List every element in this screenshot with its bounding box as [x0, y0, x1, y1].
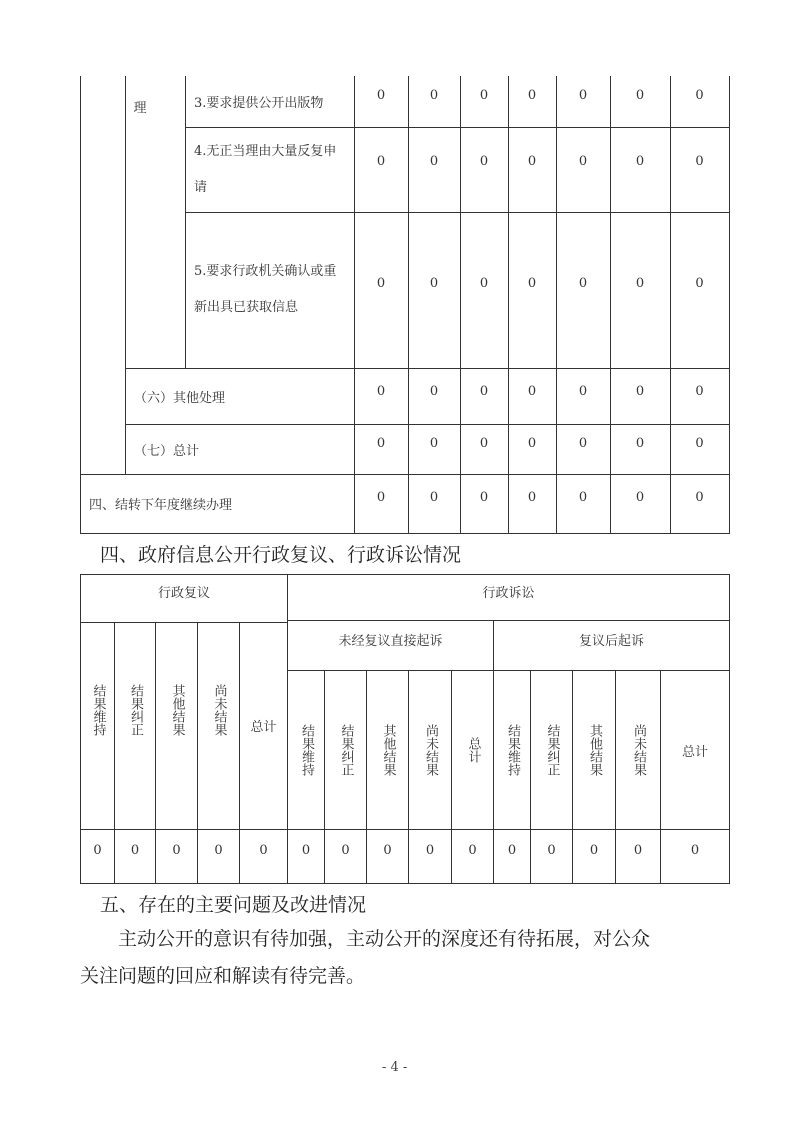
- table-cell: 0: [527, 275, 537, 291]
- table-cell: 0: [527, 435, 537, 451]
- row-label-total: （七）总计: [134, 443, 200, 459]
- table-cell: 0: [383, 842, 392, 858]
- section-4-heading: 四、政府信息公开行政复议、行政诉讼情况: [100, 544, 462, 566]
- header-result-corrected: 结果纠正: [544, 724, 560, 776]
- table-cell: 0: [635, 153, 645, 169]
- section-5-heading: 五、存在的主要问题及改进情况: [100, 894, 367, 916]
- table-cell: 0: [635, 275, 645, 291]
- table-cell: 0: [376, 383, 386, 399]
- table-cell: 0: [376, 87, 386, 103]
- table-cell: 0: [527, 87, 537, 103]
- section-5-paragraph-line-1: 主动公开的意识有待加强，主动公开的深度还有待拓展，对公众: [118, 928, 651, 950]
- table-cell: 0: [214, 842, 223, 858]
- table-cell: 0: [479, 489, 489, 505]
- table-cell: 0: [527, 383, 537, 399]
- table-cell: 0: [429, 383, 439, 399]
- table-cell: 0: [172, 842, 181, 858]
- table-cell: 0: [695, 435, 704, 451]
- header-result-maintained: 结果维持: [90, 684, 106, 736]
- table-cell: 0: [578, 153, 588, 169]
- table-cell: 0: [578, 87, 588, 103]
- header-result-maintained: 结果维持: [505, 724, 520, 776]
- header-admin-review: 行政复议: [157, 585, 210, 601]
- table-cell: 0: [633, 842, 643, 858]
- table-cell: 0: [507, 842, 517, 858]
- table-cell: 0: [479, 435, 489, 451]
- table-cell: 0: [635, 489, 645, 505]
- table-cell: 0: [695, 275, 704, 291]
- table-cell: 0: [578, 383, 588, 399]
- table-cell: 0: [93, 842, 102, 858]
- header-other-result: 其他结果: [587, 724, 602, 776]
- header-not-concluded: 尚未结果: [423, 724, 438, 776]
- table-cell: 0: [479, 275, 489, 291]
- row-label-carry-over: 四、结转下年度继续办理: [89, 498, 233, 513]
- header-result-corrected: 结果纠正: [338, 724, 354, 776]
- header-direct-total: 总计: [465, 737, 481, 763]
- table-cell: 0: [425, 842, 435, 858]
- table-cell: 0: [547, 842, 556, 858]
- row-label-repeated-requests: 4.无正当理由大量反复申 请: [194, 143, 337, 195]
- header-result-maintained: 结果维持: [299, 724, 314, 776]
- header-direct-litigation: 未经复议直接起诉: [338, 633, 443, 649]
- table-cell: 0: [376, 153, 386, 169]
- header-other-result: 其他结果: [169, 684, 185, 736]
- table-cell: 0: [259, 842, 268, 858]
- table-cell: 0: [695, 383, 704, 399]
- table-cell: 0: [695, 489, 704, 505]
- row-label-confirm-reissue: 5.要求行政机关确认或重 新出具已获取信息: [194, 264, 337, 315]
- table-cell: 0: [341, 842, 350, 858]
- table-cell: 0: [429, 275, 439, 291]
- table-cell: 0: [130, 842, 140, 858]
- page-number: - 4 -: [382, 1060, 408, 1075]
- table-cell: 0: [635, 87, 645, 103]
- header-other-result: 其他结果: [380, 724, 396, 776]
- table-cell: 0: [479, 153, 489, 169]
- table-cell: 0: [578, 275, 588, 291]
- header-after-review-litigation: 复议后起诉: [578, 633, 644, 649]
- row-label-public-publications: 3.要求提供公开出版物: [194, 96, 324, 111]
- table-cell: 0: [376, 435, 386, 451]
- table-cell: 0: [635, 435, 645, 451]
- header-not-concluded: 尚未结果: [631, 724, 646, 776]
- header-after-total: 总计: [681, 744, 708, 760]
- header-not-concluded: 尚未结果: [211, 684, 227, 736]
- group-label-li: 理: [133, 100, 147, 116]
- table-cell: 0: [527, 153, 537, 169]
- table-cell: 0: [376, 275, 386, 291]
- table-cell: 0: [429, 489, 439, 505]
- table-cell: 0: [429, 87, 439, 103]
- table-cell: 0: [690, 842, 700, 858]
- table-cell: 0: [429, 435, 439, 451]
- table-cell: 0: [479, 383, 489, 399]
- header-admin-litigation: 行政诉讼: [482, 585, 535, 601]
- table-cell: 0: [578, 435, 588, 451]
- row-label-other-handling: （六）其他处理: [134, 390, 226, 406]
- table-cell: 0: [468, 842, 477, 858]
- table-cell: 0: [479, 87, 489, 103]
- table-cell: 0: [376, 489, 386, 505]
- header-result-corrected: 结果纠正: [128, 684, 143, 736]
- table-cell: 0: [527, 489, 537, 505]
- table-cell: 0: [635, 383, 645, 399]
- table-cell: 0: [589, 842, 599, 858]
- table-cell: 0: [695, 87, 704, 103]
- header-review-total: 总计: [250, 720, 277, 735]
- section-5-paragraph-line-2: 关注问题的回应和解读有待完善。: [80, 965, 366, 987]
- table-cell: 0: [429, 153, 439, 169]
- table-cell: 0: [301, 842, 311, 858]
- table-cell: 0: [578, 489, 588, 505]
- table-cell: 0: [695, 153, 704, 169]
